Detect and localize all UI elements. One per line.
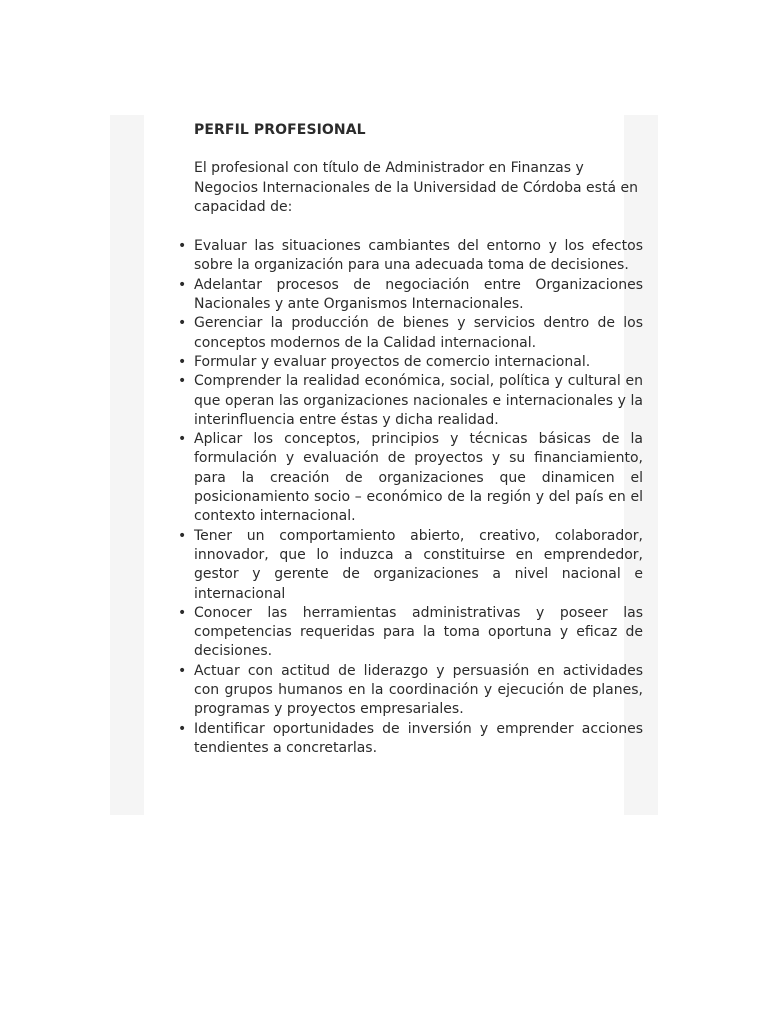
bullet-item: • Comprender la realidad económica, social, política y cultural en que operan las organizaciones nacionales e internacionales y la interinfluencia entre éstas y dicha realidad. — [194, 372, 643, 430]
bullet-item: • Conocer las herramientas administrativas y poseer las competencias requeridas para la toma oportuna y eficaz de decisiones. — [194, 604, 643, 662]
intro-paragraph: El profesional con título de Administrador en Finanzas y Negocios Internacionales de la Universidad de Córdoba está en capacidad de: — [194, 160, 638, 215]
bullet-item: • Aplicar los conceptos, principios y técnicas básicas de la formulación y evaluación de proyectos y su financiamiento, para la creación de organizaciones que dinamicen el posicionamiento socio – económico de la región y del país en el contexto internacional. — [194, 430, 643, 526]
bullet-item: • Actuar con actitud de liderazgo y persuasión en actividades con grupos humanos en la coordinación y ejecución de planes, programas y proyectos empresariales. — [194, 662, 643, 720]
bullet-item: • Identificar oportunidades de inversión y emprender acciones tendientes a concretarlas. — [194, 720, 643, 759]
document-panel — [144, 115, 643, 815]
bullet-item: • Adelantar procesos de negociación entre Organizaciones Nacionales y ante Organismos Internacionales. — [194, 276, 643, 315]
profile-bullet-list — [194, 237, 643, 758]
document-page — [110, 115, 658, 815]
bullet-item: • Gerenciar la producción de bienes y servicios dentro de los conceptos modernos de la Calidad internacional. — [194, 314, 643, 353]
document-title: PERFIL PROFESIONAL — [194, 122, 366, 138]
bullet-item: • Tener un comportamiento abierto, creativo, colaborador, innovador, que lo induzca a constituirse en emprendedor, gestor y gerente de organizaciones a nivel nacional e internacional — [194, 527, 643, 604]
bullet-item: • Formular y evaluar proyectos de comercio internacional. — [194, 353, 643, 372]
document-content — [194, 121, 643, 758]
bullet-item: • Evaluar las situaciones cambiantes del entorno y los efectos sobre la organización para una adecuada toma de decisiones. — [194, 237, 643, 276]
